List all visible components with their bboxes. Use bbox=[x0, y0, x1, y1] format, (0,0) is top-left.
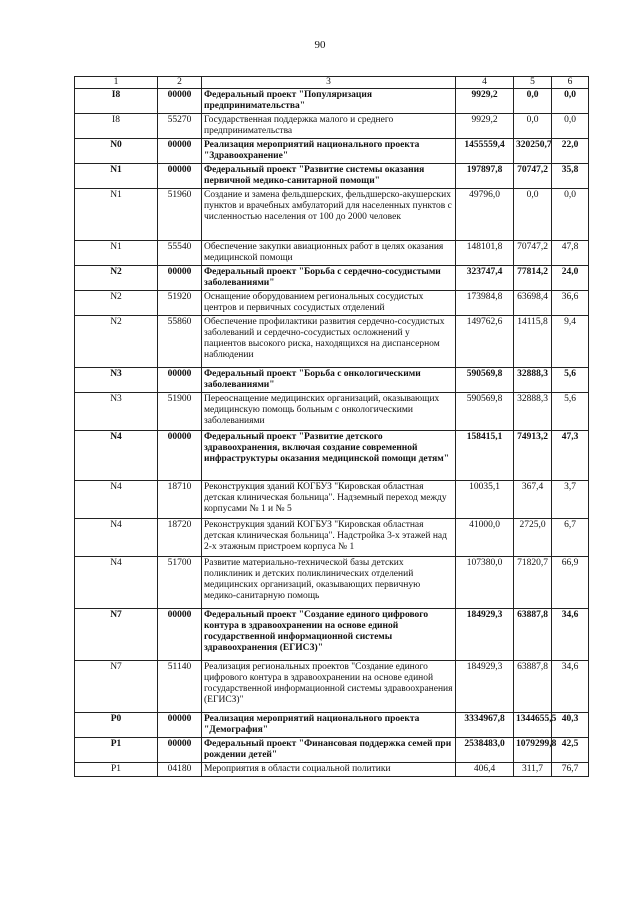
description-cell: Федеральный проект "Популяризация предпринимательства" bbox=[202, 89, 456, 114]
executed-amount-cell: 63887,8 bbox=[514, 609, 552, 661]
table-row bbox=[75, 241, 589, 266]
subcode-cell: 51960 bbox=[158, 189, 202, 241]
executed-amount-cell: 63698,4 bbox=[514, 291, 552, 316]
section-code-cell: N1 bbox=[75, 189, 158, 241]
description-cell: Оснащение оборудованием региональных сосудистых центров и первичных сосудистых отделений bbox=[202, 291, 456, 316]
table-row bbox=[75, 316, 589, 368]
table-row bbox=[75, 368, 589, 393]
planned-amount-cell: 184929,3 bbox=[456, 609, 514, 661]
executed-amount-cell: 1079299,8 bbox=[514, 738, 552, 763]
description-cell: Федеральный проект "Создание единого цифрового контура в здравоохранении на основе единой государственной информационной системы здравоохранения (ЕГИСЗ)" bbox=[202, 609, 456, 661]
percent-cell: 40,3 bbox=[552, 713, 589, 738]
table-row bbox=[75, 164, 589, 189]
subcode-cell: 51700 bbox=[158, 557, 202, 609]
table-row bbox=[75, 139, 589, 164]
description-cell: Федеральный проект "Развитие системы оказания первичной медико-санитарной помощи" bbox=[202, 164, 456, 189]
table-row bbox=[75, 481, 589, 519]
table-row bbox=[75, 763, 589, 777]
planned-amount-cell: 9929,2 bbox=[456, 89, 514, 114]
percent-cell: 42,5 bbox=[552, 738, 589, 763]
percent-cell: 34,6 bbox=[552, 661, 589, 713]
table-row bbox=[75, 393, 589, 431]
executed-amount-cell: 32888,3 bbox=[514, 393, 552, 431]
table-row bbox=[75, 738, 589, 763]
percent-cell: 35,8 bbox=[552, 164, 589, 189]
subcode-cell: 00000 bbox=[158, 368, 202, 393]
description-cell: Федеральный проект "Борьба с сердечно-сосудистыми заболеваниями" bbox=[202, 266, 456, 291]
executed-amount-cell: 0,0 bbox=[514, 89, 552, 114]
description-cell: Создание и замена фельдшерских, фельдшерско-акушерских пунктов и врачебных амбулаторий для населенных пунктов с численностью населения от 100 до 2000 человек bbox=[202, 189, 456, 241]
description-cell: Развитие материально-технической базы детских поликлиник и детских поликлинических отделений медицинских организаций, оказывающих первичную медико-санитарную помощь bbox=[202, 557, 456, 609]
table-row bbox=[75, 519, 589, 557]
executed-amount-cell: 71820,7 bbox=[514, 557, 552, 609]
percent-cell: 24,0 bbox=[552, 266, 589, 291]
executed-amount-cell: 74913,2 bbox=[514, 431, 552, 481]
section-code-cell: P0 bbox=[75, 713, 158, 738]
section-code-cell: N4 bbox=[75, 431, 158, 481]
subcode-cell: 00000 bbox=[158, 89, 202, 114]
subcode-cell: 00000 bbox=[158, 738, 202, 763]
executed-amount-cell: 70747,2 bbox=[514, 164, 552, 189]
planned-amount-cell: 158415,1 bbox=[456, 431, 514, 481]
subcode-cell: 00000 bbox=[158, 431, 202, 481]
executed-amount-cell: 311,7 bbox=[514, 763, 552, 777]
percent-cell: 0,0 bbox=[552, 114, 589, 139]
subcode-cell: 00000 bbox=[158, 609, 202, 661]
planned-amount-cell: 1455559,4 bbox=[456, 139, 514, 164]
table-row bbox=[75, 89, 589, 114]
planned-amount-cell: 406,4 bbox=[456, 763, 514, 777]
table-row bbox=[75, 291, 589, 316]
description-cell: Реконструкция зданий КОГБУЗ "Кировская областная детская клиническая больница". Надстройка 3-х этажей над 2-х этажным пристроем корпуса № 1 bbox=[202, 519, 456, 557]
section-code-cell: P1 bbox=[75, 738, 158, 763]
executed-amount-cell: 1344655,5 bbox=[514, 713, 552, 738]
planned-amount-cell: 3334967,8 bbox=[456, 713, 514, 738]
executed-amount-cell: 367,4 bbox=[514, 481, 552, 519]
section-code-cell: N1 bbox=[75, 164, 158, 189]
planned-amount-cell: 49796,0 bbox=[456, 189, 514, 241]
section-code-cell: N7 bbox=[75, 661, 158, 713]
section-code-cell: N3 bbox=[75, 393, 158, 431]
description-cell: Федеральный проект "Финансовая поддержка семей при рождении детей" bbox=[202, 738, 456, 763]
subcode-cell: 00000 bbox=[158, 266, 202, 291]
table-row bbox=[75, 609, 589, 661]
percent-cell: 0,0 bbox=[552, 189, 589, 241]
column-header: 6 bbox=[552, 77, 589, 89]
subcode-cell: 00000 bbox=[158, 713, 202, 738]
section-code-cell: N1 bbox=[75, 241, 158, 266]
description-cell: Реализация мероприятий национального проекта "Демография" bbox=[202, 713, 456, 738]
section-code-cell: N3 bbox=[75, 368, 158, 393]
column-header: 1 bbox=[75, 77, 158, 89]
planned-amount-cell: 197897,8 bbox=[456, 164, 514, 189]
planned-amount-cell: 173984,8 bbox=[456, 291, 514, 316]
percent-cell: 47,8 bbox=[552, 241, 589, 266]
executed-amount-cell: 320250,7 bbox=[514, 139, 552, 164]
description-cell: Федеральный проект "Борьба с онкологическими заболеваниями" bbox=[202, 368, 456, 393]
column-header: 2 bbox=[158, 77, 202, 89]
executed-amount-cell: 63887,8 bbox=[514, 661, 552, 713]
subcode-cell: 51140 bbox=[158, 661, 202, 713]
description-cell: Переоснащение медицинских организаций, оказывающих медицинскую помощь больным с онкологическими заболеваниями bbox=[202, 393, 456, 431]
table-row bbox=[75, 661, 589, 713]
percent-cell: 3,7 bbox=[552, 481, 589, 519]
table-row bbox=[75, 713, 589, 738]
percent-cell: 47,3 bbox=[552, 431, 589, 481]
description-cell: Федеральный проект "Развитие детского здравоохранения, включая создание современной инфраструктуры оказания медицинской помощи детям" bbox=[202, 431, 456, 481]
planned-amount-cell: 149762,6 bbox=[456, 316, 514, 368]
section-code-cell: N2 bbox=[75, 291, 158, 316]
section-code-cell: N2 bbox=[75, 266, 158, 291]
column-header: 3 bbox=[202, 77, 456, 89]
section-code-cell: I8 bbox=[75, 89, 158, 114]
executed-amount-cell: 32888,3 bbox=[514, 368, 552, 393]
subcode-cell: 00000 bbox=[158, 164, 202, 189]
table-row bbox=[75, 431, 589, 481]
column-header: 4 bbox=[456, 77, 514, 89]
planned-amount-cell: 2538483,0 bbox=[456, 738, 514, 763]
percent-cell: 76,7 bbox=[552, 763, 589, 777]
section-code-cell: N0 bbox=[75, 139, 158, 164]
subcode-cell: 00000 bbox=[158, 139, 202, 164]
planned-amount-cell: 590569,8 bbox=[456, 393, 514, 431]
subcode-cell: 18710 bbox=[158, 481, 202, 519]
subcode-cell: 04180 bbox=[158, 763, 202, 777]
planned-amount-cell: 323747,4 bbox=[456, 266, 514, 291]
percent-cell: 66,9 bbox=[552, 557, 589, 609]
percent-cell: 36,6 bbox=[552, 291, 589, 316]
percent-cell: 5,6 bbox=[552, 368, 589, 393]
section-code-cell: I8 bbox=[75, 114, 158, 139]
executed-amount-cell: 0,0 bbox=[514, 189, 552, 241]
planned-amount-cell: 9929,2 bbox=[456, 114, 514, 139]
table-row bbox=[75, 266, 589, 291]
subcode-cell: 55540 bbox=[158, 241, 202, 266]
description-cell: Обеспечение закупки авиационных работ в целях оказания медицинской помощи bbox=[202, 241, 456, 266]
subcode-cell: 51920 bbox=[158, 291, 202, 316]
percent-cell: 34,6 bbox=[552, 609, 589, 661]
planned-amount-cell: 10035,1 bbox=[456, 481, 514, 519]
section-code-cell: N2 bbox=[75, 316, 158, 368]
planned-amount-cell: 148101,8 bbox=[456, 241, 514, 266]
description-cell: Обеспечение профилактики развития сердечно-сосудистых заболеваний и сердечно-сосудистых осложнений у пациентов высокого риска, находящихся на диспансерном наблюдении bbox=[202, 316, 456, 368]
subcode-cell: 51900 bbox=[158, 393, 202, 431]
table-row bbox=[75, 189, 589, 241]
description-cell: Реконструкция зданий КОГБУЗ "Кировская областная детская клиническая больница". Надземный переход между корпусами № 1 и № 5 bbox=[202, 481, 456, 519]
column-header: 5 bbox=[514, 77, 552, 89]
executed-amount-cell: 14115,8 bbox=[514, 316, 552, 368]
description-cell: Реализация мероприятий национального проекта "Здравоохранение" bbox=[202, 139, 456, 164]
executed-amount-cell: 70747,2 bbox=[514, 241, 552, 266]
section-code-cell: N4 bbox=[75, 519, 158, 557]
planned-amount-cell: 590569,8 bbox=[456, 368, 514, 393]
planned-amount-cell: 184929,3 bbox=[456, 661, 514, 713]
percent-cell: 5,6 bbox=[552, 393, 589, 431]
subcode-cell: 55860 bbox=[158, 316, 202, 368]
section-code-cell: N4 bbox=[75, 481, 158, 519]
section-code-cell: P1 bbox=[75, 763, 158, 777]
description-cell: Мероприятия в области социальной политики bbox=[202, 763, 456, 777]
description-cell: Государственная поддержка малого и среднего предпринимательства bbox=[202, 114, 456, 139]
percent-cell: 0,0 bbox=[552, 89, 589, 114]
section-code-cell: N4 bbox=[75, 557, 158, 609]
page-number: 90 bbox=[314, 39, 326, 51]
percent-cell: 22,0 bbox=[552, 139, 589, 164]
percent-cell: 9,4 bbox=[552, 316, 589, 368]
percent-cell: 6,7 bbox=[552, 519, 589, 557]
subcode-cell: 55270 bbox=[158, 114, 202, 139]
planned-amount-cell: 107380,0 bbox=[456, 557, 514, 609]
executed-amount-cell: 0,0 bbox=[514, 114, 552, 139]
section-code-cell: N7 bbox=[75, 609, 158, 661]
planned-amount-cell: 41000,0 bbox=[456, 519, 514, 557]
subcode-cell: 18720 bbox=[158, 519, 202, 557]
executed-amount-cell: 2725,0 bbox=[514, 519, 552, 557]
description-cell: Реализация региональных проектов "Создание единого цифрового контура в здравоохранении на основе единой государственной информационной системы здравоохранения (ЕГИСЗ)" bbox=[202, 661, 456, 713]
table-row bbox=[75, 114, 589, 139]
budget-table bbox=[74, 76, 589, 777]
executed-amount-cell: 77814,2 bbox=[514, 266, 552, 291]
table-row bbox=[75, 557, 589, 609]
table-header-row bbox=[75, 77, 589, 89]
